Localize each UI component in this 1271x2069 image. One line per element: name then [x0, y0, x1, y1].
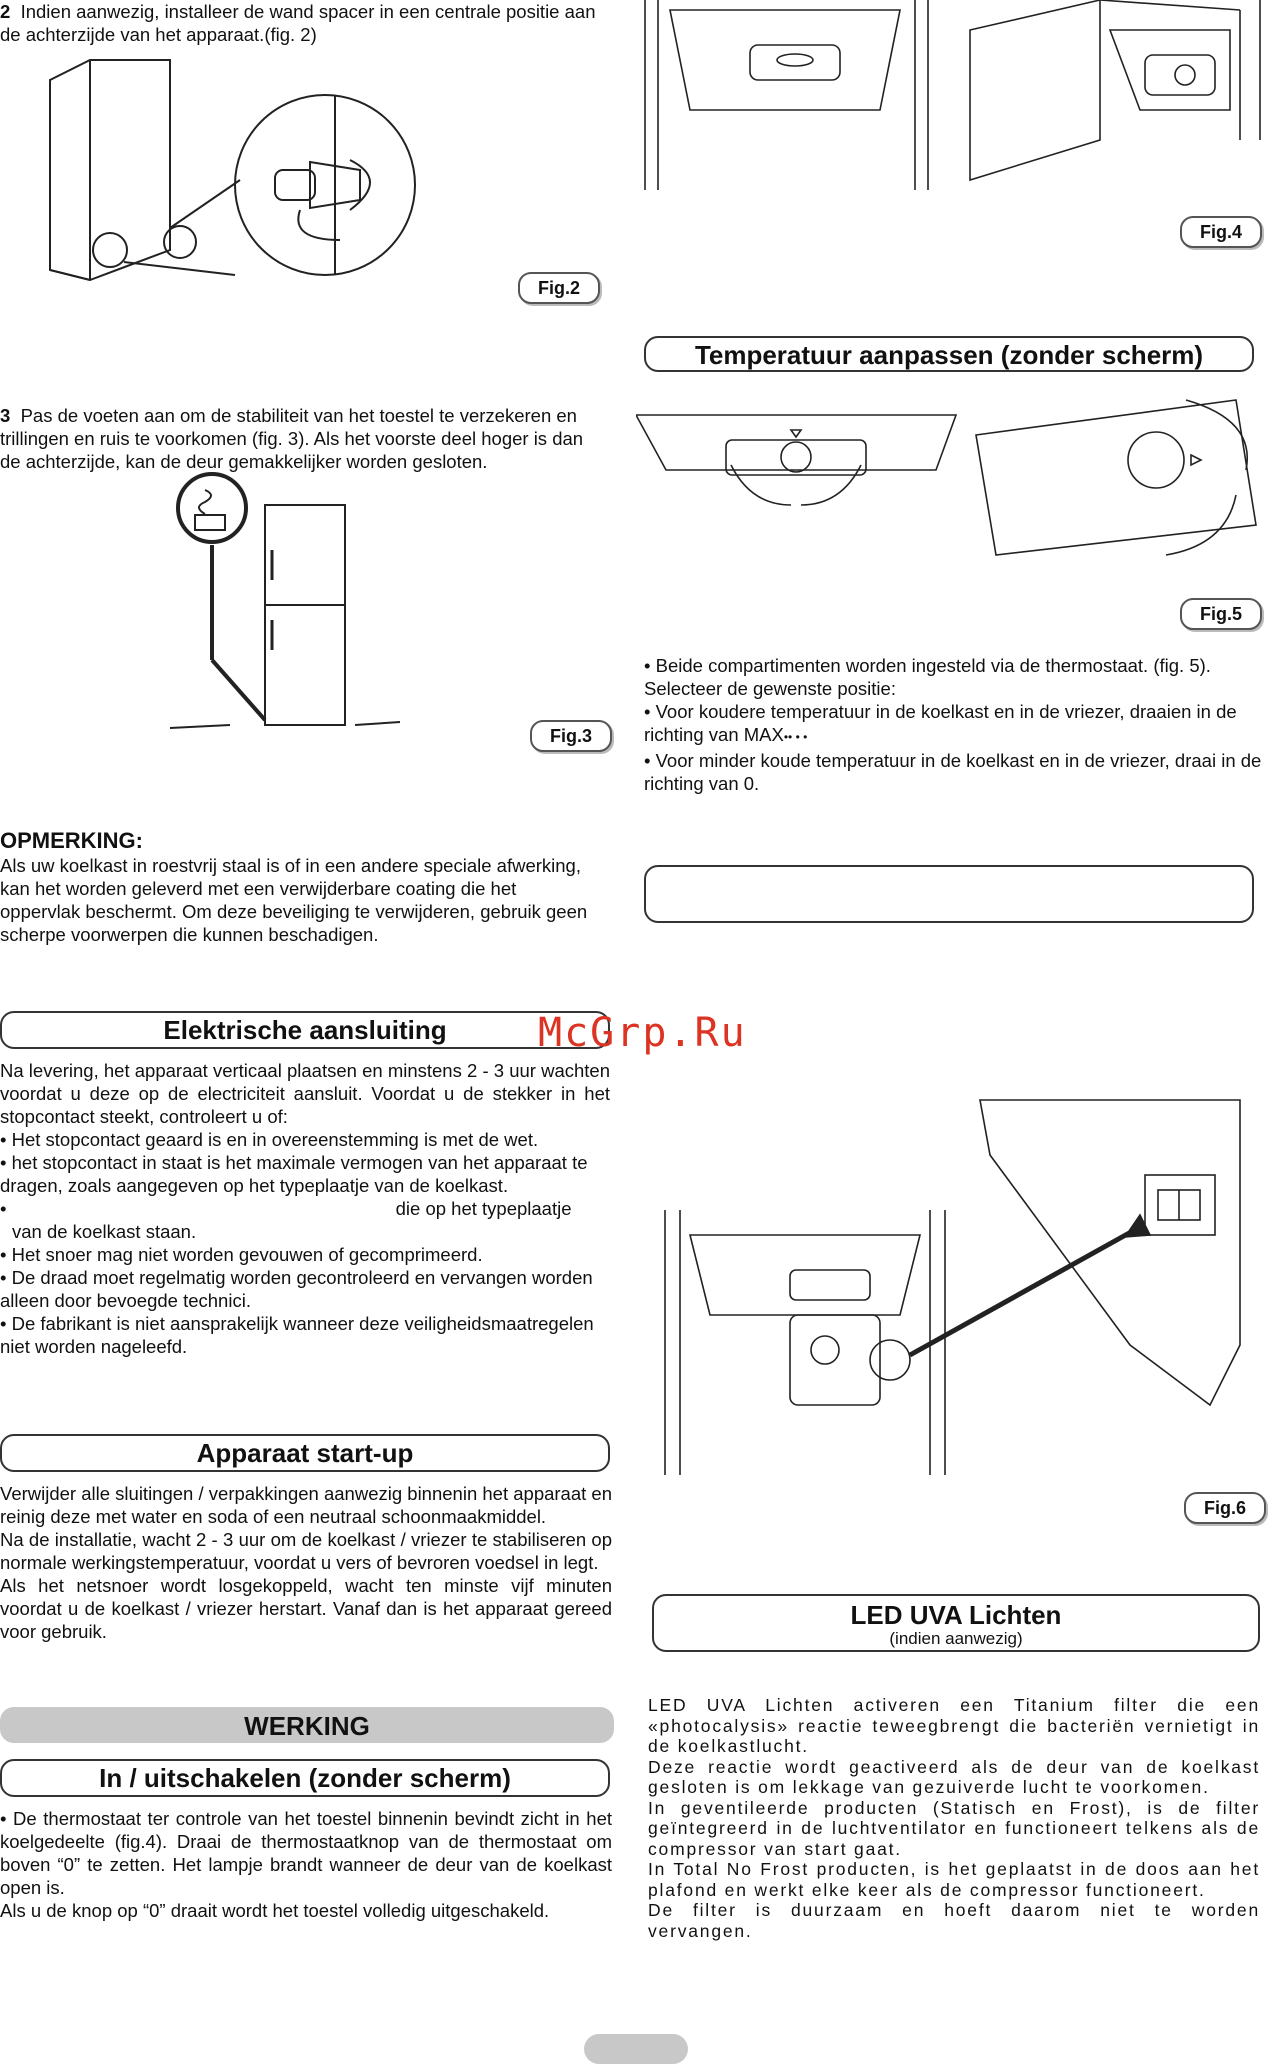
inuit-body	[0, 1807, 612, 1922]
fig2-label: Fig.2	[518, 272, 600, 304]
fig3-label: Fig.3	[530, 720, 612, 752]
elektrisch-bullet-cont: van de koelkast staan.	[12, 1221, 197, 1242]
temp-body	[644, 654, 1262, 795]
section-title-inuit: In / uitschakelen (zonder scherm)	[0, 1759, 610, 1797]
fig6-illustration	[660, 1095, 1250, 1485]
fig4-label: Fig.4	[1180, 216, 1262, 248]
led-title: LED UVA Lichten	[850, 1600, 1062, 1630]
elektrisch-bullet: • De draad moet regelmatig worden gecontroleerd en vervangen worden alleen door bevoegde technici.	[0, 1267, 593, 1311]
led-subtitle: (indien aanwezig)	[889, 1629, 1023, 1648]
temp-paragraph: • Voor koudere temperatuur in de koelkast en in de vriezer, draaien in de richting van MAX•• • •	[644, 701, 1237, 745]
section-2-text	[0, 0, 600, 46]
temp-paragraph: • Beide compartimenten worden ingesteld via de thermostaat. (fig. 5).	[644, 655, 1211, 676]
fig2-illustration	[30, 50, 480, 290]
led-body	[648, 1695, 1260, 1941]
step-text: Pas de voeten aan om de stabiliteit van het toestel te verzekeren en trillingen en ruis te voorkomen (fig. 3). Als het voorste deel hoger is dan de achterzijde, kan de deur gemakkelijker worden gesloten.	[0, 405, 584, 472]
startup-paragraph: Als het netsnoer wordt losgekoppeld, wacht ten minste vijf minuten voordat u de koelkast / vriezer herstart. Vanaf dan is het apparaat gereed voor gebruik.	[0, 1575, 612, 1642]
temp-paragraph: Selecteer de gewenste positie:	[644, 678, 896, 699]
max-dots: •• • •	[783, 730, 808, 744]
section-title-temp: Temperatuur aanpassen (zonder scherm)	[644, 336, 1254, 372]
elektrisch-bullet: • Het stopcontact geaard is en in overeenstemming is met de wet.	[0, 1129, 539, 1150]
elektrisch-bullet: • die op het typeplaatje	[0, 1198, 572, 1219]
startup-body	[0, 1482, 612, 1643]
section-title-werking: WERKING	[0, 1707, 614, 1743]
led-paragraph: In geventileerde producten (Statisch en Frost), is de filter geïntegreerd in de luchtventilator en functioneert telkens als de compressor van start gaat.	[648, 1797, 1260, 1859]
empty-box	[644, 865, 1254, 923]
fig4-illustration	[640, 0, 1270, 200]
elektrisch-bullet: • Het snoer mag niet worden gevouwen of gecomprimeerd.	[0, 1244, 483, 1265]
led-paragraph: LED UVA Lichten activeren een Titanium filter die een «photocalysis» reactie teweegbrengt die bacteriën vernietigt in de koelkastlucht.	[648, 1695, 1260, 1756]
note-block	[0, 828, 600, 946]
watermark: McGrp.Ru	[538, 1010, 747, 1056]
fig5-label: Fig.5	[1180, 598, 1262, 630]
fig6-label: Fig.6	[1184, 1492, 1266, 1524]
note-title: OPMERKING:	[0, 828, 143, 853]
note-text: Als uw koelkast in roestvrij staal is of in een andere speciale afwerking, kan het worden geleverd met een verwijderbare coating die het oppervlak beschermt. Om deze beveiliging te verwijderen, gebruik geen scherpe voorwerpen die kunnen beschadigen.	[0, 855, 588, 945]
section-title-startup: Apparaat start-up	[0, 1434, 610, 1472]
section-title-elektrisch: Elektrische aansluiting	[0, 1011, 610, 1049]
step-number: 2	[0, 1, 11, 22]
section-3-text	[0, 404, 600, 473]
led-paragraph: Deze reactie wordt geactiveerd als de deur van de koelkast gesloten is om lekkage van gezuiverde lucht te voorkomen.	[648, 1756, 1260, 1797]
temp-paragraph: • Voor minder koude temperatuur in de koelkast en in de vriezer, draai in de richting van 0.	[644, 750, 1262, 794]
elektrisch-body	[0, 1059, 610, 1358]
elektrisch-bullet: • het stopcontact in staat is het maximale vermogen van het apparaat te dragen, zoals aangegeven op het typeplaatje van de koelkast.	[0, 1152, 588, 1196]
elektrisch-intro: Na levering, het apparaat verticaal plaatsen en minstens 2 - 3 uur wachten voordat u deze op de electriciteit aansluit. Voordat u de stekker in het stopcontact steekt, controleert u of:	[0, 1060, 610, 1127]
led-paragraph: In Total No Frost producten, is het geplaatst in de doos aan het plafond en werkt elke keer als de compressor functioneert.	[648, 1859, 1260, 1900]
page-number-pill	[584, 2034, 688, 2064]
led-paragraph: De filter is duurzaam en hoeft daarom niet te worden vervangen.	[648, 1900, 1260, 1941]
step-text: Indien aanwezig, installeer de wand spacer in een centrale positie aan de achterzijde van het apparaat.(fig. 2)	[0, 1, 596, 45]
fig3-illustration	[170, 470, 410, 740]
fig5-illustration	[636, 385, 1270, 585]
section-title-led	[652, 1594, 1260, 1652]
inuit-paragraph: • De thermostaat ter controle van het toestel binnenin bevindt zicht in het koelgedeelte (fig.4). Draai de thermostaatknop van de thermostaat om boven “0” te zetten. Het lampje brandt wanneer de deur van de koelkast open is.	[0, 1808, 612, 1898]
startup-paragraph: Verwijder alle sluitingen / verpakkingen aanwezig binnenin het apparaat en reinig deze met water en soda of een neutraal schoonmaakmiddel.	[0, 1483, 612, 1527]
inuit-paragraph: Als u de knop op “0” draait wordt het toestel volledig uitgeschakeld.	[0, 1900, 550, 1921]
elektrisch-bullet: • De fabrikant is niet aansprakelijk wanneer deze veiligheidsmaatregelen niet worden nageleefd.	[0, 1313, 594, 1357]
step-number: 3	[0, 405, 11, 426]
startup-paragraph: Na de installatie, wacht 2 - 3 uur om de koelkast / vriezer te stabiliseren op normale werkingstemperatuur, voordat u vers of bevroren voedsel in legt.	[0, 1529, 612, 1573]
